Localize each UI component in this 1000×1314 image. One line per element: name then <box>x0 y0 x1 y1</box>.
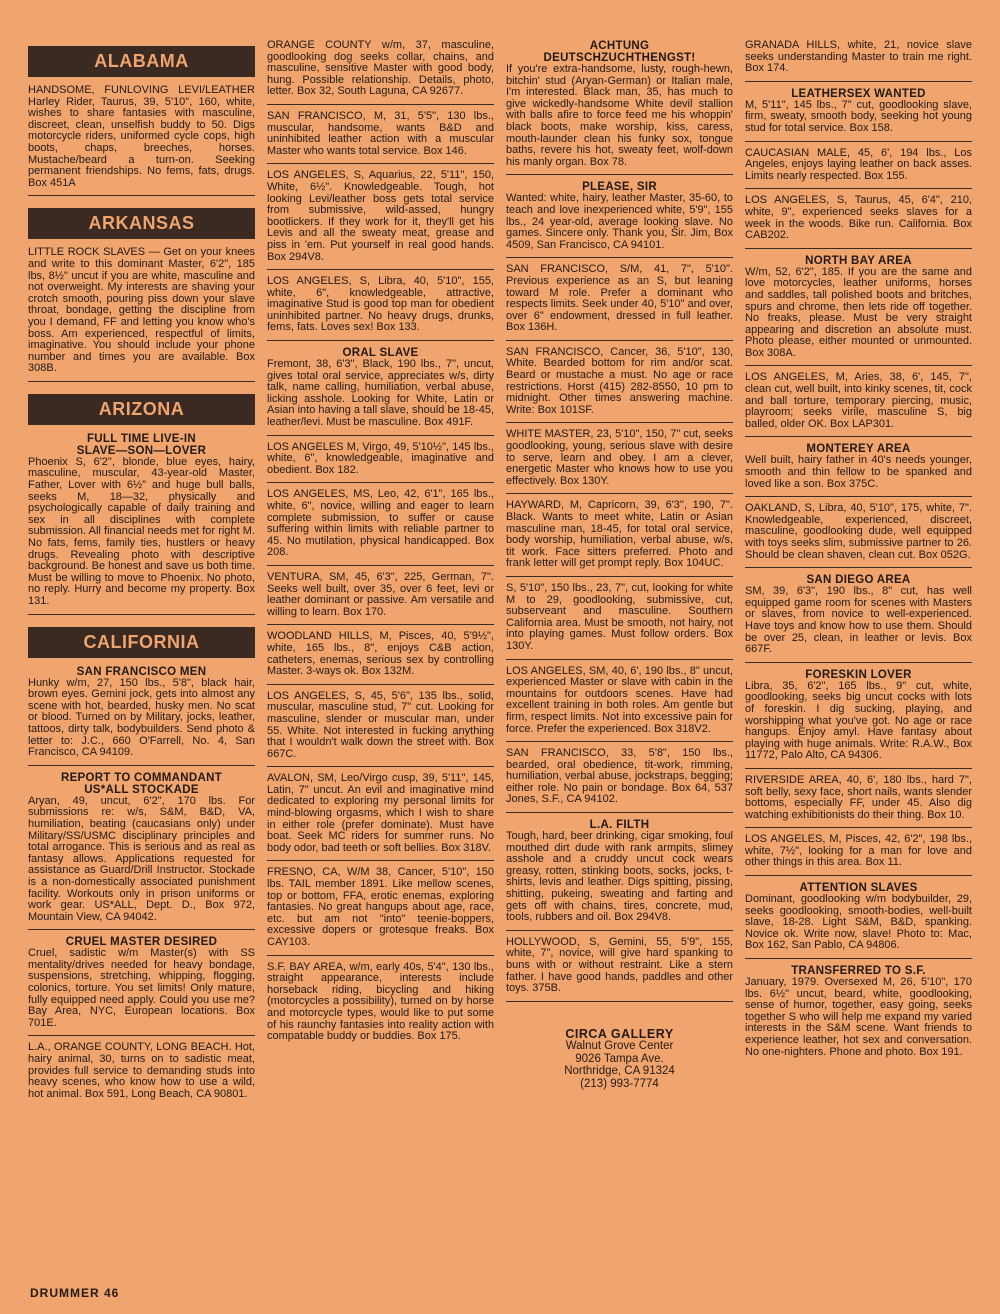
ad-body: Hunky w/m, 27, 150 lbs., 5'8", black hair, brown eyes. Gemini jock, gets into almost any scene with hot, bearded, husky men. No scat or blood. Turned on by Military, jocks, leather, tattoos, dirty talk, bodybuilders. Send photo & letter to: J.C., 660 O'Farrell, No. 4, San Francisco, CA 94109. <box>28 676 255 759</box>
classified-ad: LOS ANGELES, S, 45, 5'6", 135 lbs., solid, muscular, masculine stud, 7" cut. Looking for masculine, slender or muscular man, under 55. White. Not interested in fucking anything that I wouldn't walk down the street with. Box 667C. <box>267 691 494 768</box>
ad-body: Wanted: white, hairy, leather Master, 35-60, to teach and love inexperienced white, 5'9", 155 lbs., 24 year-old, average looking slave. No games. Sincere only. Thank you, Sir. Jim, Box 4509, San Francisco, CA 94101. <box>506 192 733 251</box>
classified-ad: OAKLAND, S, Libra, 40, 5'10", 175, white, 7". Knowledgeable, experienced, discreet, masculine, goodlooking dude, well equipped with toys seeks slim, submissive partner to 26. Should be clean shaven, clean cut. Box 052G. <box>745 503 972 568</box>
classified-ad <box>28 772 255 931</box>
column-1 <box>28 40 255 1280</box>
classified-ad: SAN FRANCISCO, Cancer, 36, 5'10", 130, White. Bearded bottom for rim and/or scat. Beard or mustache a must. No age or race restrictions. Horst (415) 282-8550, 10 pm to midnight. Other times answering machine. Write: Box 101SF. <box>506 347 733 424</box>
classified-ad: GRANADA HILLS, white, 21, novice slave seeks understanding Master to train me right. Box 174. <box>745 40 972 82</box>
classified-ad <box>745 574 972 663</box>
classified-ad: S, 5'10", 150 lbs., 23, 7", cut, looking for white M to 29, goodlooking, submissive, cut, subserveant and masculine. Southern California area. Must be smooth, not hairy, not into playing games. Must follow orders. Box 130Y. <box>506 583 733 660</box>
classified-ad: LITTLE ROCK SLAVES — Get on your knees and write to this dominant Master, 6'2", 185 lbs, 8½" uncut if you are white, masculine and not overweight. My interests are shaving your crotch smooth, pouring piss down your slave throat, bondage, getting the discipline from you I demand, FF and letting you know who's boss. Am experienced, respectful of limits, imaginative. You should include your phone number and times you are available. Box 308B. <box>28 247 255 382</box>
classified-ad: WOODLAND HILLS, M, Pisces, 40, 5'9½", white, 165 lbs., 8", enjoys C&B action, catheters, enemas, serious sex by controlling Master. 3-ways ok. Box 132M. <box>267 631 494 684</box>
column-3 <box>506 40 733 1280</box>
ad-heading: ATTENTION SLAVES <box>799 882 918 895</box>
classified-ad <box>506 181 733 258</box>
classified-ad: S.F. BAY AREA, w/m, early 40s, 5'4", 130 lbs., straight appearance, interests include horseback riding, bicycling and hiking (motorcycles a possibility), turned on by horse and motorcycle types, would like to put some of his raunchy fantasies into reality action with compatable buddy or buddies. Box 175. <box>267 960 494 1043</box>
ad-heading: LEATHERSEX WANTED <box>791 87 926 100</box>
gallery-phone: (213) 993-7774 <box>580 1077 659 1090</box>
classified-ad <box>745 255 972 367</box>
classified-ad <box>745 669 972 769</box>
classified-page <box>28 40 978 1280</box>
ad-heading: FULL TIME LIVE-IN <box>86 432 197 445</box>
ad-heading: PLEASE, SIR <box>582 181 657 194</box>
classified-ad <box>745 443 972 497</box>
classified-ad: RIVERSIDE AREA, 40, 6', 180 lbs., hard 7", soft belly, sexy face, short nails, wants slender bottoms, especially FF, under 45. Also dig watching exhibitionists do their thing. Box 10. <box>745 775 972 828</box>
ad-heading: DEUTSCHZUCHTHENGST! <box>543 52 696 64</box>
classified-ad <box>28 936 255 1036</box>
classified-ad <box>745 882 972 959</box>
classified-ad <box>506 819 733 931</box>
gallery-advert <box>506 1028 733 1091</box>
ad-body: W/m, 52, 6'2", 185. If you are the same and love motorcycles, leather uniforms, horses and saddles, tall polished boots and britches, spurs and chrome, then lets ride off together. No freaks, please. Must be very straight appearing and discretion an absolute must. Photo please, either mounted or unmounted. Box 308A. <box>745 265 972 359</box>
ad-heading: ORAL SLAVE <box>342 347 419 360</box>
classified-ad: FRESNO, CA, W/M 38, Cancer, 5'10", 150 lbs. TAIL member 1891. Like mellow scenes, top or bottom, FFA, erotic enemas, exploring fantasies. No great hangups about age, race, etc. but am not "into" teenie-boppers, excessive dopers or grotesque freaks. Box CAY103. <box>267 867 494 955</box>
ad-heading: SLAVE—SON—LOVER <box>76 444 207 457</box>
classified-ad <box>506 40 733 175</box>
classified-ad: LOS ANGELES M, Virgo, 49, 5'10½", 145 lbs., white, 6", knowledgeable, imaginative and obedient. Box 182. <box>267 442 494 484</box>
ad-heading: ACHTUNG <box>589 40 650 52</box>
ad-body: If you're extra-handsome, lusty, rough-hewn, bitchin' stud (Aryan-German) or Italian male, I'm interested. Black man, 35, has much to give wickedly-handsome White devil stallion with balls afire to force feed me his whoppin' black boots, make worship, kiss, caress, mouth-launder clean his funky sox, tongue baths, revere his hot, sweaty feet, wolf-down his manly organ. Box 78. <box>506 63 733 168</box>
page-footer: DRUMMER 46 <box>30 1286 120 1300</box>
classified-ad: ORANGE COUNTY w/m, 37, masculine, goodlooking dog seeks collar, chains, and masculine, sensitive Master with good body, hung. Possible relationship. Details, photo, letter. Box 32, South Laguna, CA 92677. <box>267 40 494 105</box>
ad-heading: FORESKIN LOVER <box>805 668 912 681</box>
ad-heading: CRUEL MASTER DESIRED <box>65 936 218 949</box>
gallery-line: 9026 Tampa Ave. <box>575 1052 664 1065</box>
classified-ad: LOS ANGELES, S, Libra, 40, 5'10", 155, white, 6", knowledgeable, attractive, imaginative Stud is good top man for obedient uninhibited partner. No heavy drugs, drunks, fems, fats. Loves sex! Box 133. <box>267 276 494 341</box>
classified-ad: LOS ANGELES, S, Aquarius, 22, 5'11", 150, White, 6½". Knowledgeable. Tough, hot looking Levi/leather boss gets total service from submissive, wild-assed, hungry bootlickers. If they work for it, they'll get his Levis and all the sweaty meat, grease and piss in 'em. Put yourself in real good hands. Box 294V8. <box>267 170 494 270</box>
classified-ad: SAN FRANCISCO, 33, 5'8", 150 lbs., bearded, oral obedience, tit-work, rimming, humiliation, verbal abuse, jockstraps, begging; either role. No pain or bondage. Box 64, 537 Jones, S.F., CA 94102. <box>506 748 733 813</box>
classified-ad: VENTURA, SM, 45, 6'3", 225, German, 7". Seeks well built, over 35, over 6 feet, levi or leather dominant or passive. Am versatile and willing to learn. Box 170. <box>267 572 494 625</box>
state-header-alabama: ALABAMA <box>28 46 255 77</box>
classified-ad: LOS ANGELES, S, Taurus, 45, 6'4", 210, white, 9", experienced seeks slaves for a week in the woods. Bike run. California. Box CAB202. <box>745 195 972 248</box>
ad-heading: L.A. FILTH <box>589 819 650 832</box>
ad-heading: US*ALL STOCKADE <box>84 783 199 796</box>
classified-ad: CAUCASIAN MALE, 45, 6', 194 lbs., Los Angeles, enjoys laying leather on back asses. Limits nearly respected. Box 155. <box>745 148 972 190</box>
classified-ad: LOS ANGELES, M, Aries, 38, 6', 145, 7", clean cut, well built, into kinky scenes, tit, cock and ball torture, temporary piercing, music, playroom; seeks virile, masculine S, big balled, older OK. Box LAP301. <box>745 372 972 437</box>
ad-body: Tough, hard, beer drinking, cigar smoking, foul mouthed dirt dude with rank armpits, slimey asshole and a cruddy uncut cock wears greasy, rotten, stinking boots, socks, jocks, t-shirts, levis and leather. Digs spitting, pissing, shitting, pukeing, sweating and farting and gets off with chains, tires, concrete, mud, tools, rubbers and oil. Box 294V8. <box>506 830 733 924</box>
column-2 <box>267 40 494 1280</box>
ad-body: Well built, hairy father in 40's needs younger, smooth and thin fellow to be spanked and loved like a son. Box 375C. <box>745 454 972 490</box>
ad-body: January, 1979. Oversexed M, 26, 5'10", 170 lbs. 6½" uncut, beard, white, goodlooking, sense of humor, together, easy going, seeks together S who will help me expand my varied interests in the S&M scene. Want friends to experience leather, hot sex and conversation. No one-nighters. Phone and photo. Box 191. <box>745 976 972 1058</box>
classified-ad: HANDSOME, FUNLOVING LEVI/LEATHER Harley Rider, Taurus, 39, 5'10", 160, white, wishes to share fantasies with masculine, discreet, clean, unselfish buddy to 50. Digs motorcycle riders, uniformed cycle cops, high boots, chaps, breeches, horses. Mustache/beard a turn-on. Seeking permanent friendships. No fems, fats, drugs. Box 451A <box>28 85 255 196</box>
ad-heading: MONTEREY AREA <box>806 443 911 456</box>
ad-heading: SAN FRANCISCO MEN <box>76 665 207 678</box>
column-4 <box>745 40 972 1280</box>
ad-body: Fremont, 38, 6'3", Black, 190 lbs., 7", uncut, gives total oral service, appreciates w/s, dirty talk, name calling, humiliation, verbal abuse, licking asshole. Looking for White, Latin or Asian into having a tall slave, should be 18-45, leather/levi. Must be masculine. Box 491F. <box>267 358 494 429</box>
ad-body: Cruel, sadistic w/m Master(s) with SS mentality/drives needed for heavy bondage, suspensions, stretching, whipping, flogging, colonics, torture. You set limits! Only mature, fully equipped need apply. Could you use me? Bay Area, NYC, European locations. Box 701E. <box>28 947 255 1029</box>
classified-ad: LOS ANGELES, SM, 40, 6', 190 lbs., 8" uncut, experienced Master or slave with cabin in the mountains for outdoors scenes. Have had excellent training in both roles. Am gentle but firm, respect limits. Not into excessive pain for force. Prefer the experienced. Box 318V2. <box>506 666 733 743</box>
classified-ad <box>28 666 255 766</box>
ad-body: SM, 39, 6'3", 190 lbs., 8" cut, has well equipped game room for scenes with Masters or slaves, from novice to well-experienced. Have toys and know how to use them. Should be over 25, clean, in leather or levis. Box 667F. <box>745 585 972 656</box>
state-header-arizona: ARIZONA <box>28 394 255 425</box>
classified-ad: WHITE MASTER, 23, 5'10", 150, 7" cut, seeks goodlooking, young, serious slave with desire to serve, learn and obey. I am a clever, energetic Master who knows how to use you effectively. Box 130Y. <box>506 429 733 494</box>
state-header-california: CALIFORNIA <box>28 627 255 658</box>
classified-ad: HAYWARD, M, Capricorn, 39, 6'3", 190, 7". Black. Wants to meet white, Latin or Asian masculine man, 18-45, for total oral service, body worship, humiliation, verbal abuse, w/s, tit work. Face sitters preferred. Photo and frank letter will get prompt reply. Box 104UC. <box>506 500 733 577</box>
classified-ad <box>745 88 972 142</box>
classified-ad: LOS ANGELES, MS, Leo, 42, 6'1", 165 lbs., white, 6", novice, willing and eager to learn complete submission, to suffer or cause suffering within limits with reliable partner to 45. No mutilation, physical handicapped. Box 208. <box>267 489 494 566</box>
classified-ad: SAN FRANCISCO, S/M, 41, 7", 5'10". Previous experience as an S, but leaning toward M role. Prefer a dominant who respects limits. Seek under 40, 5'10" and over, over 6" endowment, dressed in full leather. Box 136H. <box>506 264 733 341</box>
ad-body: Dominant, goodlooking w/m bodybuilder, 29, seeks goodlooking, smooth-bodies, well-built slave, 18-28. Light S&M, B&D, spanking. Novice ok. Write now, slave! Photo to: Mac, Box 162, San Pablo, CA 94806. <box>745 893 972 952</box>
ad-heading: TRANSFERRED TO S.F. <box>791 965 926 978</box>
gallery-name: CIRCA GALLERY <box>565 1026 674 1041</box>
ad-heading: SAN DIEGO AREA <box>806 574 911 587</box>
ad-body: M, 5'11", 145 lbs., 7" cut, goodlooking slave, firm, sweaty, smooth body, seeking hot young stud for total service. Box 158. <box>745 98 972 134</box>
ad-heading: REPORT TO COMMANDANT <box>60 771 223 784</box>
classified-ad: AVALON, SM, Leo/Virgo cusp, 39, 5'11", 145, Latin, 7" uncut. An evil and imaginative mind dedicated to exploring my personal limits for mind-blowing orgasms, which I wish to share in either role (prefer dominate). Must have boat. Seek MC riders for summer runs. No body odor, bad teeth or soft bellies. Box 318V. <box>267 773 494 861</box>
ad-body: Phoenix S, 6'2", blonde, blue eyes, hairy, masculine, muscular, 43-year-old Master, Father, Lover with 6½" and huge bull balls, seeks M, 18—32, physically and psychologically capable of daily training and sex in all disciplines with complete submission. All financial needs met for right M. No fats, fems, family ties, hustlers or heavy drugs. Revealing photo with descriptive background. Be honest and save us both time. Must be willing to move to Phoenix. No photo, no reply. Hurry and become my property. Box 131. <box>28 455 255 607</box>
state-header-arkansas: ARKANSAS <box>28 208 255 239</box>
classified-ad: LOS ANGELES, M, Pisces, 42, 6'2", 198 lbs., white, 7½", looking for a man for love and other things in this area. Box 11. <box>745 834 972 876</box>
classified-ad <box>267 347 494 436</box>
ad-heading: NORTH BAY AREA <box>805 254 912 267</box>
gallery-line: Northridge, CA 91324 <box>564 1065 675 1078</box>
classified-ad: SAN FRANCISCO, M, 31, 5'5", 130 lbs., muscular, handsome, wants B&D and uninhibited leather action with a muscular Master who wants total service. Box 146. <box>267 111 494 164</box>
classified-ad: HOLLYWOOD, S, Gemini, 55, 5'9", 155, white, 7", novice, will give hard spanking to buns with or without restraint. Like a stern father. I have good hands, paddles and other toys. 375B. <box>506 937 733 1002</box>
gallery-line: Walnut Grove Center <box>565 1040 674 1053</box>
ad-body: Libra, 35, 6'2", 165 lbs., 9" cut, white, goodlooking, seeks big uncut cocks with lots of foreskin. I dig sucking, playing, and worshipping what you've got. No age or race hangups. Enjoy amyl. Have fantasy about playing with huge animals. Write: R.A.W., Box 11772, Palo Alto, CA 94306. <box>745 679 972 762</box>
classified-ad <box>745 965 972 1064</box>
classified-ad <box>28 433 255 615</box>
classified-ad: L.A., ORANGE COUNTY, LONG BEACH. Hot, hairy animal, 30, turns on to sadistic meat, provides full service to demanding studs into heavy scenes, who know how to use a wild, hot animal. Box 591, Long Beach, CA 90801. <box>28 1041 255 1100</box>
ad-body: Aryan, 49, uncut, 6'2", 170 lbs. For submissions re: w/s, S&M, B&D, VA, humiliation, beating (caucasians only) under Military/SS/USMC disciplinary principles and total arrogance. This is serious and as real as fantasy allows. Applications requested for assistance as Guard/Drill Instructor. Stockade is a non-domestically associated punishment facility. Workouts only in prison uniforms or work gear. US*ALL, Dept. D., Box 972, Mountain View, CA 94042. <box>28 794 255 923</box>
